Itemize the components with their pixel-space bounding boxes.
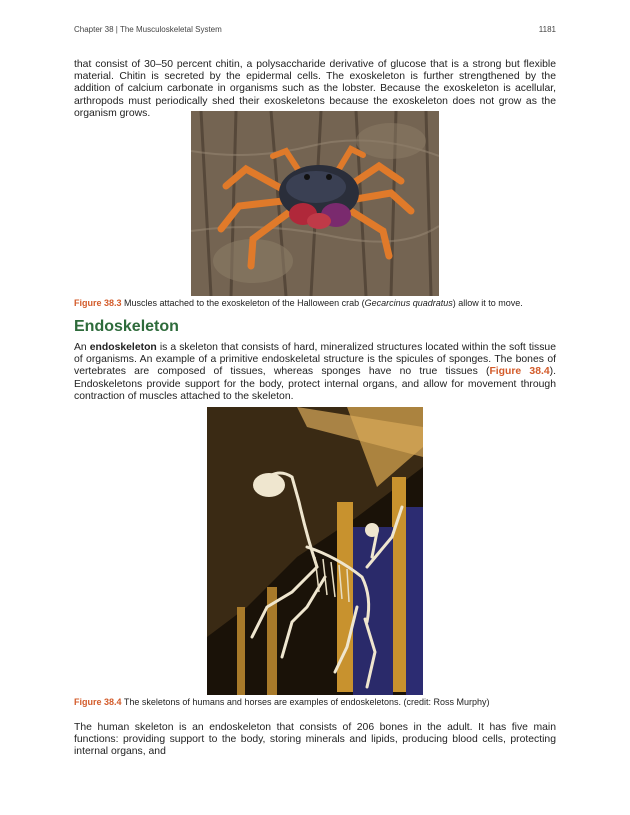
key-term: endoskeleton xyxy=(89,342,157,353)
body-paragraph-1: that consist of 30–50 percent chitin, a polysaccharide derivative of glucose that is a strong but flexible material. Chitin is secreted by the epidermal cells. The exoskeleton is further strengthened by the addition of calcium carbonate in organisms such as the lobster. Because the exoskeleton is acellular, arthropods must periodically shed their exoskeletons because the exoskeleton does not grow as the organism grows. xyxy=(74,59,556,119)
body-paragraph-2 xyxy=(74,342,556,403)
text-run: is a skeleton that consists of hard, mineralized structures located within the soft tissue of organisms. An example of a primitive endoskeletal structure is the spicules of sponges. The bones of vertebrates are composed of tissues, whereas sponges have no true tissues ( xyxy=(74,342,556,378)
figure-link[interactable]: Figure 38.4 xyxy=(489,366,550,378)
text-run: An xyxy=(74,342,90,353)
species-name: Gecarcinus quadratus xyxy=(364,298,453,308)
page-header xyxy=(74,25,556,37)
figure-38-4-caption xyxy=(74,697,556,708)
caption-text: The skeletons of humans and horses are examples of endoskeletons. (credit: Ross Murphy) xyxy=(121,697,490,707)
chapter-title: Chapter 38 | The Musculoskeletal System xyxy=(74,25,222,34)
caption-text-end: ) allow it to move. xyxy=(452,298,523,308)
body-paragraph-3: The human skeleton is an endoskeleton that consists of 206 bones in the adult. It has five main functions: providing support to the body, storing minerals and lipids, producing blood cells, protecting internal organs, and xyxy=(74,722,556,758)
figure-label: Figure 38.3 xyxy=(74,298,122,308)
section-heading: Endoskeleton xyxy=(74,318,179,335)
figure-38-3-caption xyxy=(74,298,556,309)
crab-photo xyxy=(191,111,439,296)
page-number: 1181 xyxy=(538,25,556,34)
skeletons-photo xyxy=(207,407,423,695)
caption-text: Muscles attached to the exoskeleton of the Halloween crab ( xyxy=(121,298,365,308)
figure-label: Figure 38.4 xyxy=(74,697,122,707)
text-run: ). Endoskeletons provide support for the body, protect internal organs, and allow for movement through contraction of muscles attached to the skeleton. xyxy=(74,366,556,402)
